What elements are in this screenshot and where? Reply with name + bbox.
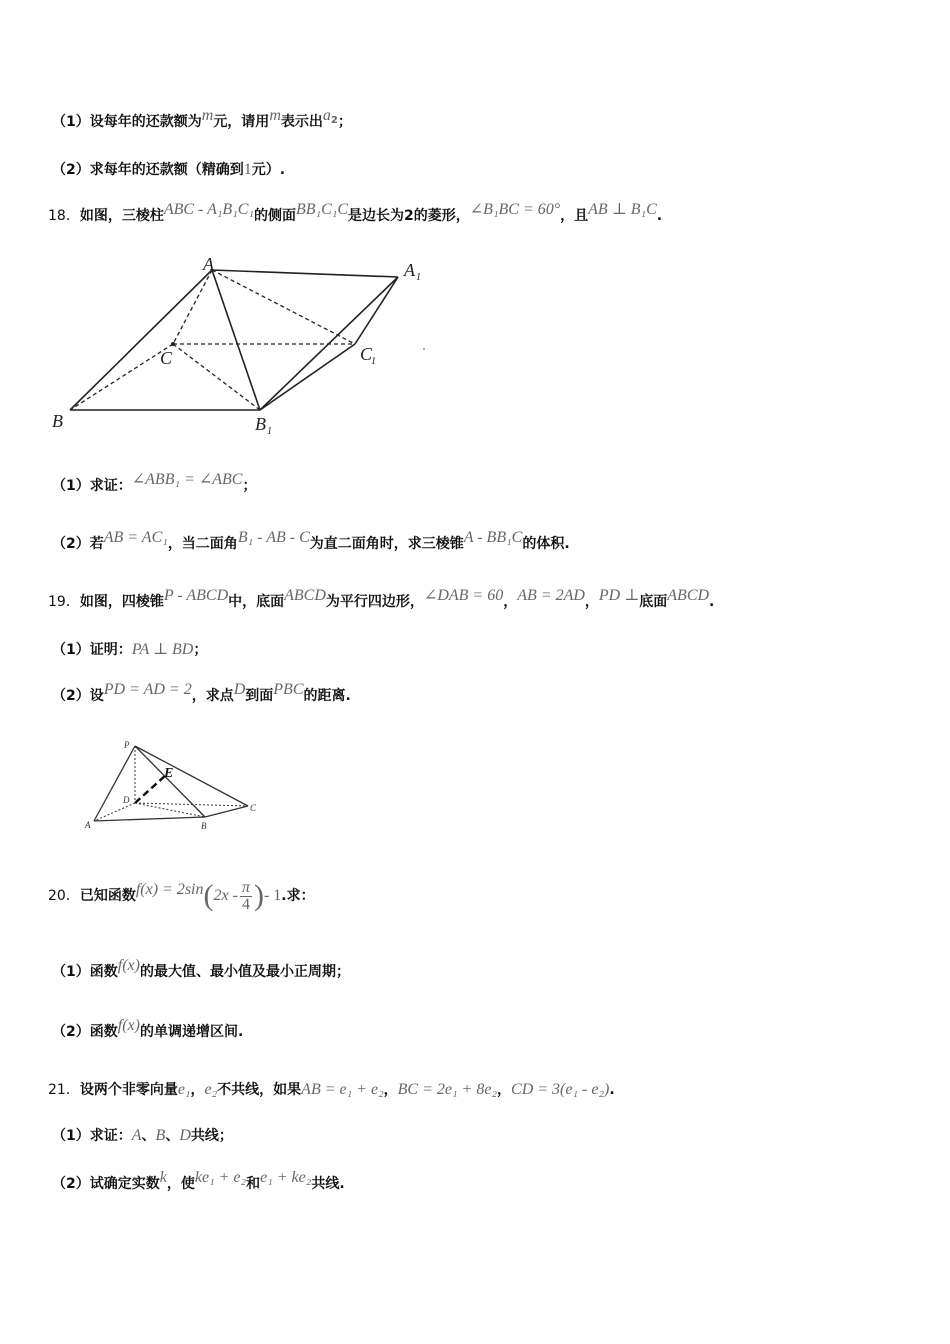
q18-side-text: 的侧面 xyxy=(254,208,296,224)
q18-part2-prefix: （2）若 xyxy=(52,536,104,552)
var-a: a xyxy=(322,107,331,124)
q18-face: BB₁C₁C xyxy=(296,201,349,218)
q18-part2-mid2: 为直二面角时，求三棱锥 xyxy=(309,536,464,552)
q19-part1-end: ； xyxy=(193,642,208,658)
q18-part1-prefix: （1）求证： xyxy=(52,478,132,494)
q21-comma2: ， xyxy=(383,1082,398,1098)
vector-e1-ke2: e₁ + ke₂ xyxy=(260,1169,312,1186)
var-m: m xyxy=(201,107,214,124)
q19-mid3: 底面 xyxy=(639,594,668,610)
q19-part1-math: PA ⊥ BD xyxy=(131,641,194,658)
q18-part1-end: ； xyxy=(242,478,257,494)
var-m: m xyxy=(269,107,281,124)
edge-p-c xyxy=(135,746,248,806)
q21-number: 21． xyxy=(48,1082,80,1098)
edge-p-a xyxy=(94,746,135,821)
q20-end: .求： xyxy=(281,888,315,904)
point-a: A xyxy=(131,1127,142,1144)
q21-comma: ， xyxy=(190,1082,205,1098)
q19-part2 xyxy=(52,681,351,706)
vector-bc: BC = 2e₁ + 8e₂ xyxy=(397,1081,498,1098)
separator: 、 xyxy=(165,1128,180,1144)
label-c: C xyxy=(250,803,257,813)
q21-part1-suffix: 共线； xyxy=(190,1128,233,1144)
q18-angle: ∠B₁BC = 60° xyxy=(469,201,561,218)
q19-mid1: 中，底面 xyxy=(228,594,285,610)
pyramid-figure xyxy=(80,735,270,835)
q20-part1 xyxy=(52,957,350,982)
q21-comma3: ， xyxy=(497,1082,512,1098)
q21-end: . xyxy=(609,1082,615,1098)
q19-part2-mid2: 到面 xyxy=(245,688,274,704)
q18-part2-mid1: ，当二面角 xyxy=(167,536,238,552)
edge-p-b xyxy=(135,746,205,817)
q18-part2-m3: A - BB₁C xyxy=(463,529,523,546)
q18-part1-math: ∠ABB₁ = ∠ABC xyxy=(131,471,243,488)
q19-part2-m2: D xyxy=(233,681,246,698)
vector-e2: e₂ xyxy=(204,1081,218,1098)
hidden-edge-c-b xyxy=(70,344,173,410)
hidden-edge-d-a xyxy=(94,803,135,821)
segment-d-e xyxy=(135,775,166,803)
q17-part2-suffix: 元）. xyxy=(251,162,286,178)
q19-part2-mid: ，求点 xyxy=(191,688,234,704)
q18-part2-end: 的体积. xyxy=(522,536,570,552)
q17-part1-prefix: （1）设每年的还款额为 xyxy=(52,114,202,130)
point-c xyxy=(171,342,175,346)
q20-part2-f: f(x) xyxy=(117,1017,140,1034)
q20-f-lhs: f(x) = 2sin xyxy=(135,881,204,898)
q19-part2-m1: PD = AD = 2 xyxy=(103,681,192,698)
point-d: D xyxy=(179,1127,191,1144)
label-p: P xyxy=(124,740,130,750)
q21-part2-end: 共线. xyxy=(311,1176,345,1192)
q21-part1-prefix: （1）求证： xyxy=(52,1128,132,1144)
label-b: B xyxy=(52,411,63,431)
q20-part2 xyxy=(52,1017,244,1042)
q18-part2-m2: B₁ - AB - C xyxy=(237,529,310,546)
q19-perp: PD ⊥ xyxy=(598,587,640,604)
q19-comma2: ， xyxy=(584,594,599,610)
edge-a-a1 xyxy=(212,270,398,277)
q19-base: ABCD xyxy=(284,587,326,604)
q20-minus-one: - 1 xyxy=(263,887,282,904)
q21-part1 xyxy=(52,1126,233,1146)
q21-intro: 设两个非零向量 xyxy=(79,1082,178,1098)
q20-number: 20． xyxy=(48,888,80,904)
q18-part1 xyxy=(52,471,257,496)
label-b1: B xyxy=(255,414,266,434)
q21-part2-mid: ，使 xyxy=(166,1176,195,1192)
q19-part2-m3: PBC xyxy=(273,681,304,698)
edge-a-b xyxy=(94,817,205,821)
q19-intro: 如图，四棱锥 xyxy=(79,594,164,610)
q21-noncollinear: 不共线，如果 xyxy=(217,1082,302,1098)
q20-part1-f: f(x) xyxy=(117,957,140,974)
label-e: E xyxy=(164,766,174,781)
stray-dot xyxy=(423,348,425,350)
q20-stem xyxy=(48,874,315,918)
hidden-edge-d-b xyxy=(135,803,205,817)
rounding-number: 1 xyxy=(243,161,252,178)
q17-part1 xyxy=(52,107,352,137)
edge-b-c xyxy=(205,806,248,817)
q21-part2-and: 和 xyxy=(246,1176,261,1192)
q18-part2 xyxy=(52,529,570,554)
label-a1: A xyxy=(404,260,415,280)
separator: 、 xyxy=(141,1128,156,1144)
right-paren: ) xyxy=(253,879,264,912)
q21-stem xyxy=(48,1080,615,1100)
q21-part2 xyxy=(52,1169,345,1194)
hidden-edge-c-b1 xyxy=(173,344,260,410)
vector-ab: AB = e₁ + e₂ xyxy=(301,1081,384,1098)
edge-b1-c1 xyxy=(260,344,355,410)
vector-cd: CD = 3(e₁ - e₂) xyxy=(511,1081,610,1098)
vector-e1: e₁ xyxy=(177,1081,191,1098)
pi-over-4 xyxy=(240,880,252,913)
q18-and-text: ，且 xyxy=(560,208,589,224)
q19-comma1: ， xyxy=(503,594,518,610)
q19-part2-end: 的距离. xyxy=(303,688,351,704)
q20-part2-suffix: 的单调递增区间. xyxy=(139,1024,244,1040)
vector-ke1-e2: ke₁ + e₂ xyxy=(194,1169,247,1186)
label-c1-sub: 1 xyxy=(371,356,376,367)
q17-part1-mid: 元，请用 xyxy=(213,114,270,130)
q20-inner: 2x - xyxy=(213,887,238,904)
q19-part1-prefix: （1）证明： xyxy=(52,642,132,658)
edge-a1-c1 xyxy=(355,277,398,344)
q21-part2-prefix: （2）试确定实数 xyxy=(52,1176,160,1192)
edge-a-b xyxy=(70,270,212,410)
q19-part1 xyxy=(52,640,207,660)
denominator-4: 4 xyxy=(241,895,250,913)
q18-part2-m1: AB = AC₁ xyxy=(103,529,168,546)
var-a-sub: 2 xyxy=(330,115,338,126)
label-b: B xyxy=(201,821,207,831)
point-b: B xyxy=(155,1127,166,1144)
q18-rhombus-text: 是边长为2的菱形， xyxy=(348,208,470,224)
q20-part1-suffix: 的最大值、最小值及最小正周期； xyxy=(139,964,350,980)
q17-part1-suffix: 表示出 xyxy=(280,114,323,130)
label-a: A xyxy=(203,254,214,274)
q19-stem xyxy=(48,587,715,612)
label-c1: C xyxy=(360,344,373,364)
q19-ratio: AB = 2AD xyxy=(517,587,585,604)
prism-figure xyxy=(40,250,440,440)
q18-end: . xyxy=(656,208,663,224)
q19-number: 19． xyxy=(48,594,80,610)
q18-prism: ABC - A₁B₁C₁ xyxy=(163,201,254,218)
q19-base2: ABCD xyxy=(667,587,710,604)
q17-part2-prefix: （2）求每年的还款额（精确到 xyxy=(52,162,244,178)
q18-number: 18． xyxy=(48,208,80,224)
pi-symbol: π xyxy=(241,878,250,896)
q19-part2-prefix: （2）设 xyxy=(52,688,104,704)
hidden-edge-a-c xyxy=(173,270,212,344)
q19-pyramid: P - ABCD xyxy=(163,587,229,604)
label-d: D xyxy=(123,795,130,805)
q20-part2-prefix: （2）函数 xyxy=(52,1024,118,1040)
q18-stem xyxy=(48,201,663,226)
label-a1-sub: 1 xyxy=(416,272,421,283)
q19-angle: ∠DAB = 60 xyxy=(423,587,504,604)
q18-intro: 如图，三棱柱 xyxy=(79,208,164,224)
label-c: C xyxy=(160,348,173,368)
q19-end: . xyxy=(709,594,715,610)
q20-intro: 已知函数 xyxy=(79,888,136,904)
label-a: A xyxy=(85,820,91,830)
q17-part1-end: ； xyxy=(337,114,352,130)
var-k: k xyxy=(159,1169,167,1186)
label-b1-sub: 1 xyxy=(267,426,272,437)
left-paren: ( xyxy=(203,879,214,912)
q19-mid2: 为平行四边形， xyxy=(325,594,424,610)
q20-part1-prefix: （1）函数 xyxy=(52,964,118,980)
q17-part2 xyxy=(52,160,285,180)
q18-perp: AB ⊥ B₁C xyxy=(588,201,657,218)
